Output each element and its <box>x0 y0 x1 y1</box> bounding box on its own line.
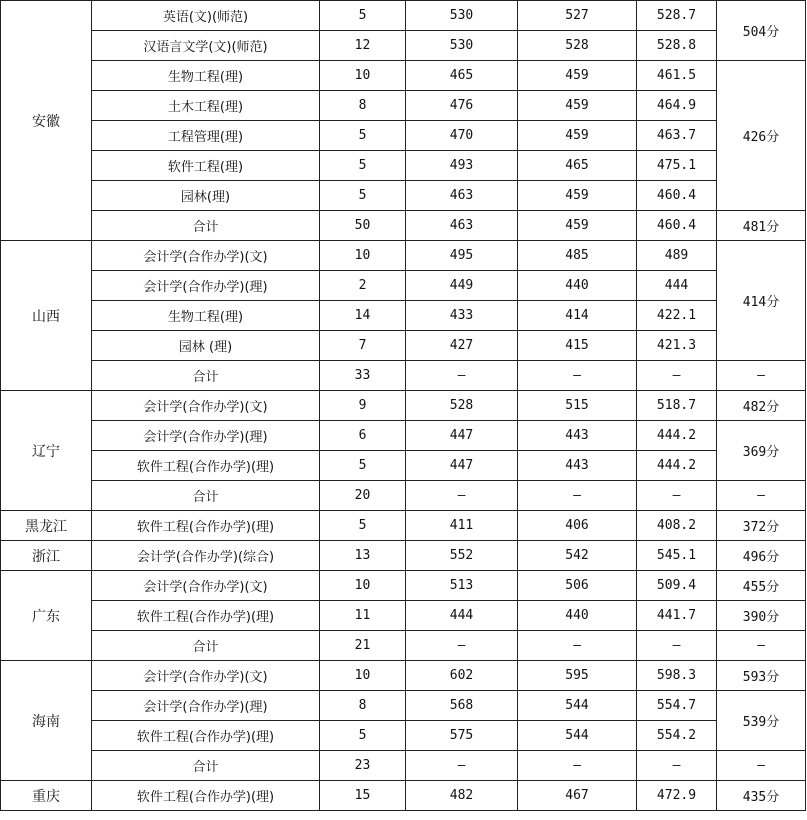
major-cell: 园林 (理) <box>92 331 320 361</box>
avg-score-cell: 554.2 <box>637 721 717 751</box>
table-body <box>1 1 806 811</box>
avg-score-cell: – <box>637 751 717 781</box>
max-score-cell: – <box>406 631 518 661</box>
max-score-cell: 528 <box>406 391 518 421</box>
table-row <box>1 211 806 241</box>
table-row <box>1 181 806 211</box>
table-row <box>1 541 806 571</box>
plan-count-cell: 5 <box>320 181 406 211</box>
major-cell: 会计学(合作办学)(文) <box>92 391 320 421</box>
plan-count-cell: 13 <box>320 541 406 571</box>
province-cell: 安徽 <box>1 1 92 241</box>
major-cell: 软件工程(合作办学)(理) <box>92 511 320 541</box>
min-score-cell: 544 <box>518 721 637 751</box>
avg-score-cell: – <box>637 631 717 661</box>
major-cell: 软件工程(合作办学)(理) <box>92 721 320 751</box>
plan-count-cell: 5 <box>320 1 406 31</box>
min-score-cell: 459 <box>518 61 637 91</box>
table-row <box>1 631 806 661</box>
plan-count-cell: 33 <box>320 361 406 391</box>
avg-score-cell: 518.7 <box>637 391 717 421</box>
table-row <box>1 451 806 481</box>
plan-count-cell: 2 <box>320 271 406 301</box>
provincial-line-cell: – <box>717 361 806 391</box>
table-row <box>1 691 806 721</box>
table-row <box>1 601 806 631</box>
major-cell: 软件工程(理) <box>92 151 320 181</box>
major-cell: 合计 <box>92 631 320 661</box>
min-score-cell: 440 <box>518 271 637 301</box>
plan-count-cell: 5 <box>320 151 406 181</box>
avg-score-cell: – <box>637 481 717 511</box>
min-score-cell: 542 <box>518 541 637 571</box>
plan-count-cell: 23 <box>320 751 406 781</box>
table-row <box>1 391 806 421</box>
table-row <box>1 91 806 121</box>
major-cell: 土木工程(理) <box>92 91 320 121</box>
table-row <box>1 721 806 751</box>
major-cell: 工程管理(理) <box>92 121 320 151</box>
table-row <box>1 511 806 541</box>
major-cell: 会计学(合作办学)(理) <box>92 691 320 721</box>
max-score-cell: 465 <box>406 61 518 91</box>
min-score-cell: 459 <box>518 121 637 151</box>
provincial-line-cell: 414分 <box>717 241 806 361</box>
provincial-line-cell: 481分 <box>717 211 806 241</box>
avg-score-cell: 460.4 <box>637 181 717 211</box>
avg-score-cell: 444 <box>637 271 717 301</box>
provincial-line-cell: – <box>717 481 806 511</box>
plan-count-cell: 11 <box>320 601 406 631</box>
avg-score-cell: 421.3 <box>637 331 717 361</box>
major-cell: 会计学(合作办学)(文) <box>92 571 320 601</box>
min-score-cell: – <box>518 631 637 661</box>
avg-score-cell: 509.4 <box>637 571 717 601</box>
province-cell: 重庆 <box>1 781 92 811</box>
major-cell: 园林(理) <box>92 181 320 211</box>
table-row <box>1 151 806 181</box>
avg-score-cell: 444.2 <box>637 421 717 451</box>
max-score-cell: – <box>406 481 518 511</box>
provincial-line-cell: 539分 <box>717 691 806 751</box>
max-score-cell: – <box>406 751 518 781</box>
max-score-cell: 463 <box>406 181 518 211</box>
min-score-cell: 527 <box>518 1 637 31</box>
avg-score-cell: 463.7 <box>637 121 717 151</box>
provincial-line-cell: – <box>717 751 806 781</box>
table-row <box>1 481 806 511</box>
table-row <box>1 571 806 601</box>
min-score-cell: 443 <box>518 451 637 481</box>
avg-score-cell: 528.7 <box>637 1 717 31</box>
max-score-cell: 602 <box>406 661 518 691</box>
min-score-cell: 465 <box>518 151 637 181</box>
province-cell: 山西 <box>1 241 92 391</box>
provincial-line-cell: 372分 <box>717 511 806 541</box>
max-score-cell: 470 <box>406 121 518 151</box>
province-cell: 浙江 <box>1 541 92 571</box>
plan-count-cell: 14 <box>320 301 406 331</box>
plan-count-cell: 5 <box>320 121 406 151</box>
max-score-cell: 463 <box>406 211 518 241</box>
plan-count-cell: 15 <box>320 781 406 811</box>
major-cell: 生物工程(理) <box>92 61 320 91</box>
avg-score-cell: 472.9 <box>637 781 717 811</box>
plan-count-cell: 8 <box>320 691 406 721</box>
avg-score-cell: 464.9 <box>637 91 717 121</box>
min-score-cell: – <box>518 751 637 781</box>
plan-count-cell: 8 <box>320 91 406 121</box>
provincial-line-cell: 496分 <box>717 541 806 571</box>
table-row <box>1 1 806 31</box>
plan-count-cell: 20 <box>320 481 406 511</box>
min-score-cell: 515 <box>518 391 637 421</box>
major-cell: 合计 <box>92 211 320 241</box>
min-score-cell: 459 <box>518 91 637 121</box>
plan-count-cell: 12 <box>320 31 406 61</box>
provincial-line-cell: – <box>717 631 806 661</box>
avg-score-cell: 460.4 <box>637 211 717 241</box>
major-cell: 合计 <box>92 361 320 391</box>
min-score-cell: 528 <box>518 31 637 61</box>
avg-score-cell: 528.8 <box>637 31 717 61</box>
min-score-cell: – <box>518 361 637 391</box>
min-score-cell: 459 <box>518 211 637 241</box>
provincial-line-cell: 390分 <box>717 601 806 631</box>
min-score-cell: – <box>518 481 637 511</box>
min-score-cell: 595 <box>518 661 637 691</box>
avg-score-cell: 545.1 <box>637 541 717 571</box>
table-row <box>1 241 806 271</box>
major-cell: 软件工程(合作办学)(理) <box>92 781 320 811</box>
max-score-cell: 449 <box>406 271 518 301</box>
plan-count-cell: 6 <box>320 421 406 451</box>
max-score-cell: 530 <box>406 31 518 61</box>
major-cell: 软件工程(合作办学)(理) <box>92 451 320 481</box>
max-score-cell: 568 <box>406 691 518 721</box>
avg-score-cell: 489 <box>637 241 717 271</box>
max-score-cell: 575 <box>406 721 518 751</box>
province-cell: 黑龙江 <box>1 511 92 541</box>
avg-score-cell: 408.2 <box>637 511 717 541</box>
avg-score-cell: 554.7 <box>637 691 717 721</box>
provincial-line-cell: 482分 <box>717 391 806 421</box>
plan-count-cell: 5 <box>320 721 406 751</box>
max-score-cell: 482 <box>406 781 518 811</box>
table-row <box>1 751 806 781</box>
provincial-line-cell: 504分 <box>717 1 806 61</box>
table-row <box>1 271 806 301</box>
avg-score-cell: 475.1 <box>637 151 717 181</box>
min-score-cell: 544 <box>518 691 637 721</box>
min-score-cell: 414 <box>518 301 637 331</box>
plan-count-cell: 50 <box>320 211 406 241</box>
major-cell: 会计学(合作办学)(文) <box>92 661 320 691</box>
province-cell: 海南 <box>1 661 92 781</box>
plan-count-cell: 21 <box>320 631 406 661</box>
plan-count-cell: 10 <box>320 61 406 91</box>
max-score-cell: 411 <box>406 511 518 541</box>
major-cell: 合计 <box>92 751 320 781</box>
min-score-cell: 459 <box>518 181 637 211</box>
plan-count-cell: 9 <box>320 391 406 421</box>
plan-count-cell: 10 <box>320 571 406 601</box>
max-score-cell: 513 <box>406 571 518 601</box>
provincial-line-cell: 593分 <box>717 661 806 691</box>
avg-score-cell: – <box>637 361 717 391</box>
max-score-cell: 495 <box>406 241 518 271</box>
min-score-cell: 440 <box>518 601 637 631</box>
major-cell: 会计学(合作办学)(理) <box>92 271 320 301</box>
max-score-cell: 433 <box>406 301 518 331</box>
plan-count-cell: 10 <box>320 661 406 691</box>
max-score-cell: 530 <box>406 1 518 31</box>
province-cell: 广东 <box>1 571 92 661</box>
min-score-cell: 406 <box>518 511 637 541</box>
avg-score-cell: 598.3 <box>637 661 717 691</box>
table-row <box>1 61 806 91</box>
province-cell: 辽宁 <box>1 391 92 511</box>
max-score-cell: – <box>406 361 518 391</box>
table-row <box>1 331 806 361</box>
table-row <box>1 361 806 391</box>
max-score-cell: 552 <box>406 541 518 571</box>
provincial-line-cell: 455分 <box>717 571 806 601</box>
plan-count-cell: 7 <box>320 331 406 361</box>
major-cell: 合计 <box>92 481 320 511</box>
plan-count-cell: 10 <box>320 241 406 271</box>
provincial-line-cell: 369分 <box>717 421 806 481</box>
min-score-cell: 467 <box>518 781 637 811</box>
plan-count-cell: 5 <box>320 451 406 481</box>
table-row <box>1 301 806 331</box>
min-score-cell: 443 <box>518 421 637 451</box>
max-score-cell: 493 <box>406 151 518 181</box>
min-score-cell: 506 <box>518 571 637 601</box>
provincial-line-cell: 435分 <box>717 781 806 811</box>
avg-score-cell: 422.1 <box>637 301 717 331</box>
table-row <box>1 121 806 151</box>
max-score-cell: 444 <box>406 601 518 631</box>
max-score-cell: 447 <box>406 451 518 481</box>
major-cell: 生物工程(理) <box>92 301 320 331</box>
major-cell: 软件工程(合作办学)(理) <box>92 601 320 631</box>
major-cell: 汉语言文学(文)(师范) <box>92 31 320 61</box>
plan-count-cell: 5 <box>320 511 406 541</box>
max-score-cell: 447 <box>406 421 518 451</box>
major-cell: 会计学(合作办学)(文) <box>92 241 320 271</box>
table-row <box>1 781 806 811</box>
table-row <box>1 421 806 451</box>
table-row <box>1 661 806 691</box>
avg-score-cell: 461.5 <box>637 61 717 91</box>
avg-score-cell: 444.2 <box>637 451 717 481</box>
major-cell: 英语(文)(师范) <box>92 1 320 31</box>
max-score-cell: 476 <box>406 91 518 121</box>
min-score-cell: 485 <box>518 241 637 271</box>
avg-score-cell: 441.7 <box>637 601 717 631</box>
min-score-cell: 415 <box>518 331 637 361</box>
max-score-cell: 427 <box>406 331 518 361</box>
table-row <box>1 31 806 61</box>
major-cell: 会计学(合作办学)(理) <box>92 421 320 451</box>
major-cell: 会计学(合作办学)(综合) <box>92 541 320 571</box>
provincial-line-cell: 426分 <box>717 61 806 211</box>
